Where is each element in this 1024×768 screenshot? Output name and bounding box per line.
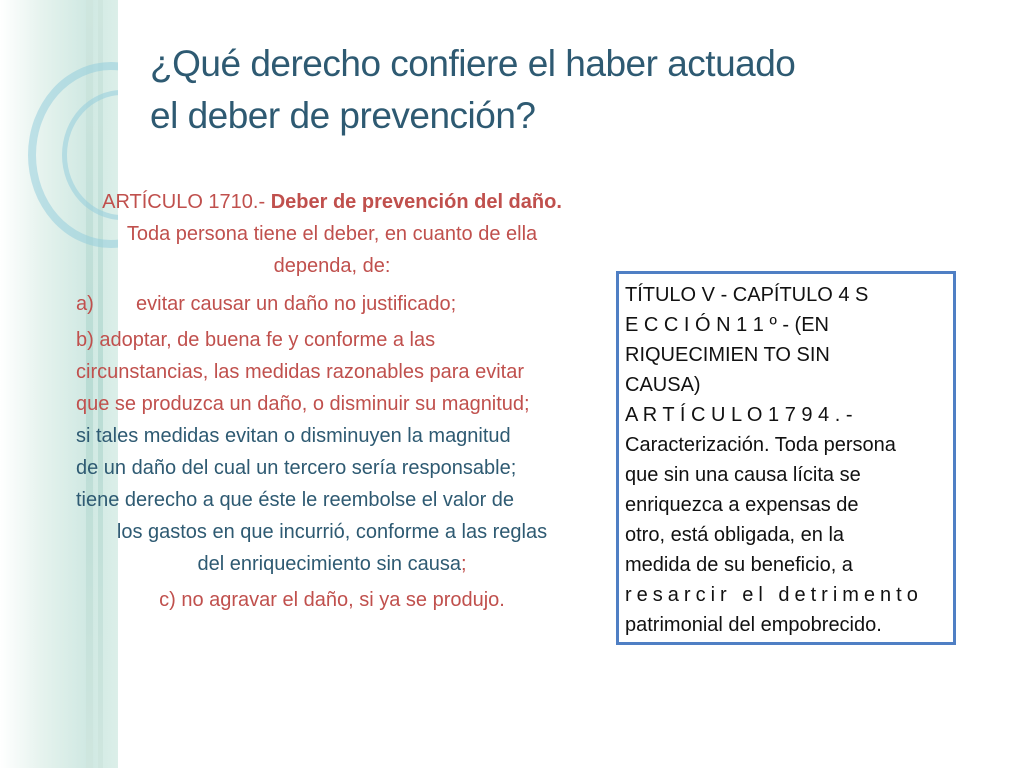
item-a <box>72 288 592 320</box>
item-c: c) no agravar el daño, si ya se produjo. <box>159 589 505 611</box>
item-b-line: de un daño del cual un tercero sería responsable; <box>76 457 517 479</box>
slide-title <box>150 38 970 142</box>
box-heading-line: CAUSA) <box>625 374 701 396</box>
box-body-line: enriquezca a expensas de <box>625 494 859 516</box>
box-body-line: Caracterización. Toda persona <box>625 434 896 456</box>
article-1794-box <box>616 271 956 645</box>
article-heading-text: Deber de prevención del daño. <box>270 191 562 213</box>
intro-line: Toda persona tiene el deber, en cuanto de ella <box>126 223 538 245</box>
box-heading-line: RIQUECIMIEN TO SIN <box>625 344 830 366</box>
item-b-line: que se produzca un daño, o disminuir su magnitud; <box>76 393 530 415</box>
box-article-line: A R T Í C U L O 1 7 9 4 . - <box>625 404 853 426</box>
box-body-line: patrimonial del empobrecido. <box>625 614 882 636</box>
item-b-line: tiene derecho a que éste le reembolse el valor de <box>76 489 515 511</box>
article-prefix: ARTÍCULO 1710.- <box>102 191 271 213</box>
item-b-last-line <box>72 548 592 580</box>
item-a-marker: a) <box>76 293 94 315</box>
box-body-line: otro, está obligada, en la <box>625 524 845 546</box>
box-body-line: medida de su beneficio, a <box>625 554 853 576</box>
item-a-text: evitar causar un daño no justificado; <box>136 293 457 315</box>
box-heading-line: TÍTULO V - CAPÍTULO 4 S <box>625 284 869 306</box>
box-heading-line: E C C I Ó N 1 1 º - (EN <box>625 314 830 336</box>
article-heading <box>72 186 592 218</box>
box-body-line: que sin una causa lícita se <box>625 464 861 486</box>
item-b-line-text: del enriquecimiento sin causa <box>197 553 461 575</box>
item-b-line: b) adoptar, de buena fe y conforme a las <box>76 329 436 351</box>
intro-line: dependa, de: <box>273 255 391 277</box>
title-line: el deber de prevención? <box>150 95 536 136</box>
box-body-line: resarcir el detrimento <box>625 584 923 606</box>
article-1710-block <box>72 186 592 616</box>
item-b-end: ; <box>460 553 467 575</box>
item-b-line: los gastos en que incurrió, conforme a las reglas <box>116 521 548 543</box>
item-b-line: circunstancias, las medidas razonables para evitar <box>76 361 524 383</box>
item-b-line: si tales medidas evitan o disminuyen la magnitud <box>76 425 511 447</box>
title-line: ¿Qué derecho confiere el haber actuado <box>150 43 796 84</box>
